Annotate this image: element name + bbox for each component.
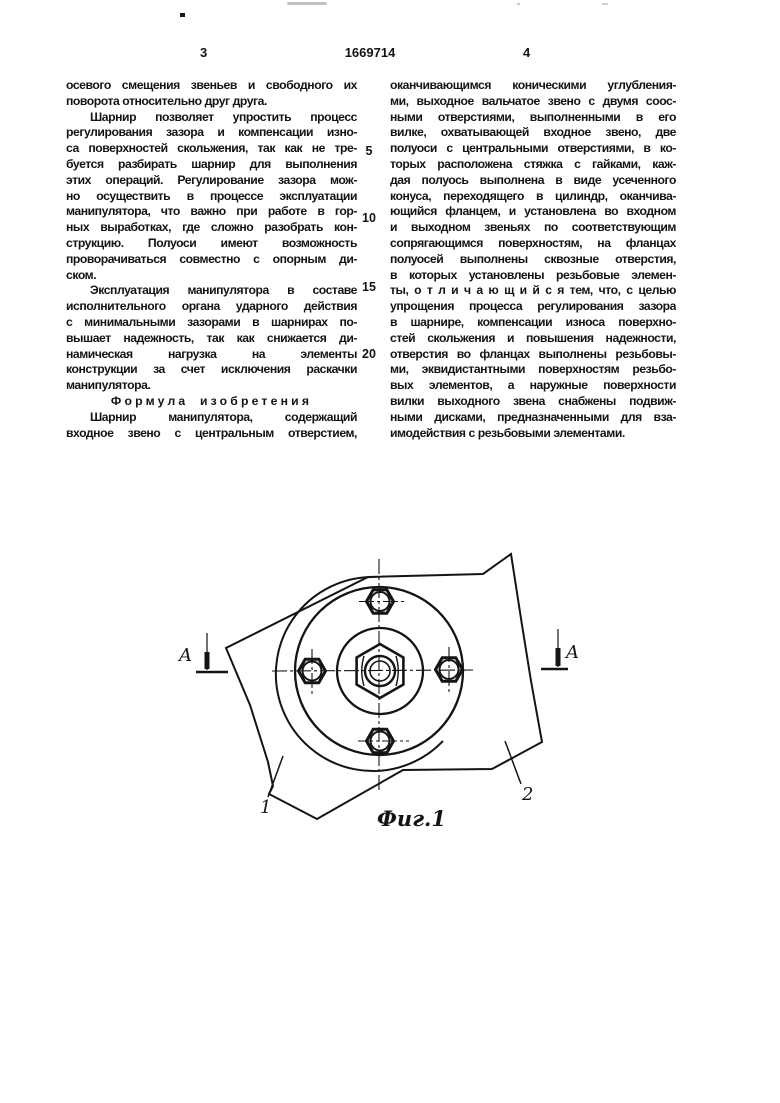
nut-chamfer-arc-right <box>396 656 398 686</box>
text-line: в шарнире, компенсации износа поверхно- <box>390 314 676 329</box>
text-line: и выходном звеньях по соответствующим <box>390 220 676 235</box>
section-marker-right <box>541 629 568 669</box>
text-column-right <box>390 78 676 441</box>
text-line: с минимальными зазорами в шарнирах по- <box>66 314 357 329</box>
text-line: манипулятора, что важно при работе в гор- <box>66 204 357 219</box>
text-line: торых расположена стяжка с гайками, каж- <box>390 156 676 171</box>
text-line: упрощения процесса регулирования зазора <box>390 299 676 314</box>
text-line: Шарнир манипулятора, содержащий <box>90 409 357 424</box>
text-line: отверстия во фланцах выполнены резьбовы- <box>390 346 676 361</box>
text-column-left <box>66 78 357 441</box>
text-line: ты, о т л и ч а ю щ и й с я тем, что, с целью <box>390 283 676 298</box>
part-label-2: 2 <box>522 784 534 805</box>
text-line: ными дисками, предназначенными для вза- <box>390 409 676 424</box>
text-line: сопрягающимся поверхностям, на фланцах <box>390 235 676 250</box>
text-line: входное звено с центральным отверстием, <box>66 425 357 440</box>
page-number-right: 4 <box>523 45 531 60</box>
scan-artifact-speck <box>180 13 185 17</box>
text-line: регулирования зазора и компенсации изно- <box>66 125 357 140</box>
text-line: проворачиваться совместно с опорным ди- <box>66 251 357 266</box>
text-line: в которых установлены резьбовые элемен- <box>390 267 676 282</box>
text-line: поворота относительно друг друга. <box>66 93 267 108</box>
text-line: исполнительного органа ударного действия <box>66 299 357 314</box>
text-line: имодействия с резьбовыми элементами. <box>390 425 625 440</box>
text-line: полуосей выполнены сквозные отверстия, <box>390 251 676 266</box>
scan-artifact-dot <box>602 3 608 5</box>
text-line: этих операций. Регулирование зазора мож- <box>66 172 357 187</box>
section-marker-left <box>196 633 228 672</box>
text-line: Эксплуатация манипулятора в составе <box>90 283 357 298</box>
text-line: дая полуось выполнена в виде усеченного <box>390 172 676 187</box>
text-line: струкцию. Полуоси имеют возможность <box>66 235 357 250</box>
text-line: вилке, охватывающей входное звено, две <box>390 125 676 140</box>
gutter-line-number: 10 <box>362 211 376 225</box>
text-line: конструкции за счет исключения раскачки <box>66 362 357 377</box>
text-line: полуоси с центральными отверстиями, в ко- <box>390 141 676 156</box>
text-line: но осуществить в процессе эксплуатации <box>66 188 357 203</box>
text-line: оканчивающимся коническими углубления- <box>390 78 676 92</box>
leader-line-2 <box>505 741 521 784</box>
text-line: ском. <box>66 267 97 282</box>
text-line: вилки выходного звена снабжены подвиж- <box>390 393 676 408</box>
text-line: манипулятора. <box>66 378 151 393</box>
text-line: намическая нагрузка на элементы <box>66 346 357 361</box>
text-line: ных выработках, где сложно разобрать кон- <box>66 220 357 235</box>
patent-number: 1669714 <box>344 45 396 60</box>
section-label-a-left: A <box>179 645 192 666</box>
scan-artifact-smudge <box>287 2 327 5</box>
text-line: вых элементов, а наружные поверхности <box>390 378 676 393</box>
text-line: стей скольжения и повышения надежности, <box>390 330 676 345</box>
text-line: ными отверстиями, выполненными в его <box>390 109 676 124</box>
text-line: са поверхностей скольжения, так как не тре- <box>66 141 357 156</box>
gutter-line-number: 5 <box>365 144 373 158</box>
claims-heading-line: Формула изобретения <box>110 393 313 408</box>
text-line: ющийся фланцем, и установлена во входном <box>390 204 676 219</box>
text-line: буется разбирать шарнир для выполнения <box>66 156 357 171</box>
part-label-1: 1 <box>260 797 272 818</box>
page-number-left: 3 <box>200 45 208 60</box>
gutter-line-number: 15 <box>362 280 376 294</box>
text-line: ми, выходное вальчатое звено с двумя соос- <box>390 93 676 108</box>
text-line: ми, эквидистантными поверхностям резьбо- <box>390 362 676 377</box>
section-label-a-right: A <box>566 642 579 663</box>
text-line: конуса, переходящего в цилиндр, оканчива- <box>390 188 676 203</box>
figure-caption: Фиг.1 <box>377 806 446 831</box>
figure-drawing <box>150 540 630 840</box>
text-line: Шарнир позволяет упростить процесс <box>90 109 357 124</box>
scan-artifact-dot <box>517 3 520 5</box>
text-line: осевого смещения звеньев и свободного их <box>66 78 357 92</box>
text-line: вышает надежность, так как снижается ди- <box>66 330 357 345</box>
gutter-line-number: 20 <box>362 347 376 361</box>
